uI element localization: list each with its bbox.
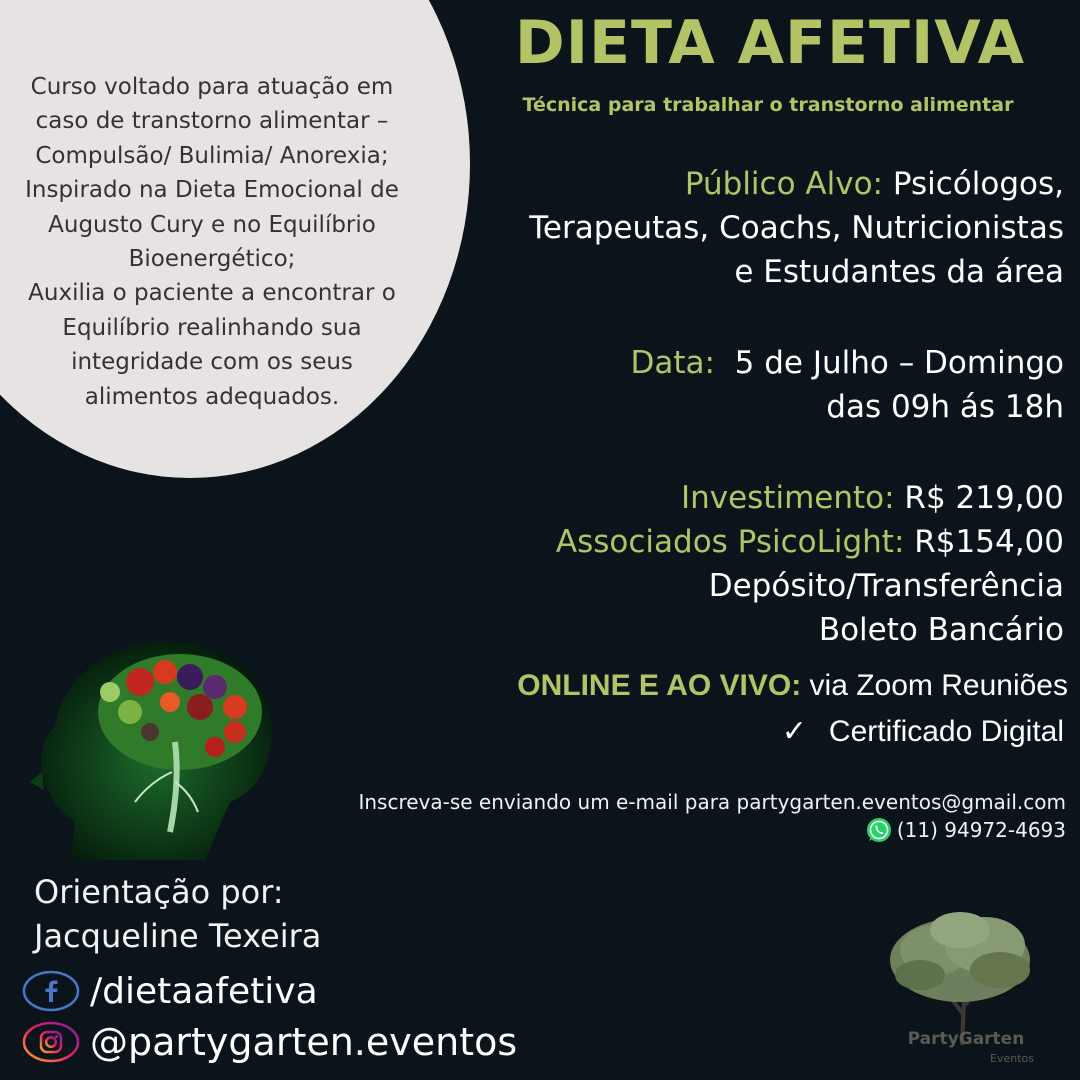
online-value: via Zoom Reuniões	[809, 669, 1068, 702]
audience-label: Público Alvo:	[684, 166, 883, 202]
investment-value: R$ 219,00	[904, 480, 1064, 516]
investment-label: Investimento:	[680, 480, 895, 516]
audience-block	[529, 162, 1064, 294]
logo-name: PartyGarten	[907, 1029, 1025, 1049]
date-line-2: das 09h ás 18h	[826, 389, 1064, 425]
date-block	[630, 341, 1064, 429]
payment-method-1: Depósito/Transferência	[708, 568, 1064, 604]
orientation-name: Jacqueline Texeira	[34, 917, 322, 955]
check-icon: ✓	[781, 715, 807, 748]
audience-line-2: Terapeutas, Coachs, Nutricionistas	[529, 210, 1064, 246]
facebook-handle[interactable]: /dietaafetiva	[90, 970, 318, 1012]
pricing-block	[556, 476, 1064, 652]
members-value: R$154,00	[914, 524, 1064, 560]
orientation-block	[34, 870, 321, 958]
contact-block	[358, 788, 1066, 844]
instagram-link[interactable]	[22, 1020, 517, 1064]
online-line	[517, 664, 1068, 708]
date-line-1: 5 de Julho – Domingo	[734, 345, 1064, 381]
brain-food-image	[30, 632, 300, 860]
facebook-icon	[22, 970, 80, 1012]
page-subtitle: Técnica para trabalhar o transtorno alimentar	[522, 94, 1014, 116]
whatsapp-icon	[865, 816, 893, 844]
audience-line-3: e Estudantes da área	[734, 254, 1064, 290]
instagram-handle[interactable]: @partygarten.eventos	[90, 1020, 518, 1064]
audience-line-1: Psicólogos,	[892, 166, 1064, 202]
certificate-line	[782, 710, 1064, 754]
instagram-icon	[22, 1021, 80, 1063]
signup-text: Inscreva-se enviando um e-mail para partygarten.eventos@gmail.com	[358, 790, 1066, 814]
certificate-text: Certificado Digital	[828, 715, 1064, 748]
payment-method-2: Boleto Bancário	[818, 612, 1064, 648]
tree-logo	[880, 905, 1060, 1070]
logo-sub: Eventos	[990, 1052, 1034, 1065]
phone-number: (11) 94972-4693	[896, 818, 1066, 842]
date-label: Data:	[630, 345, 715, 381]
orientation-label: Orientação por:	[34, 873, 284, 911]
members-label: Associados PsicoLight:	[555, 524, 905, 560]
phone-line	[358, 816, 1066, 844]
course-description: Curso voltado para atuação em caso de transtorno alimentar – Compulsão/ Bulimia/ Anorexia; Inspirado na Dieta Emocional de Augusto Cury e no Equilíbrio Bioenergético; Auxilia o paciente a encontrar o Equilíbrio realinhando sua integridade com os seus alimentos adequados.	[25, 74, 399, 410]
online-label: ONLINE E AO VIVO:	[517, 669, 802, 702]
page-title: DIETA AFETIVA	[514, 8, 1026, 78]
facebook-link[interactable]	[22, 970, 318, 1012]
